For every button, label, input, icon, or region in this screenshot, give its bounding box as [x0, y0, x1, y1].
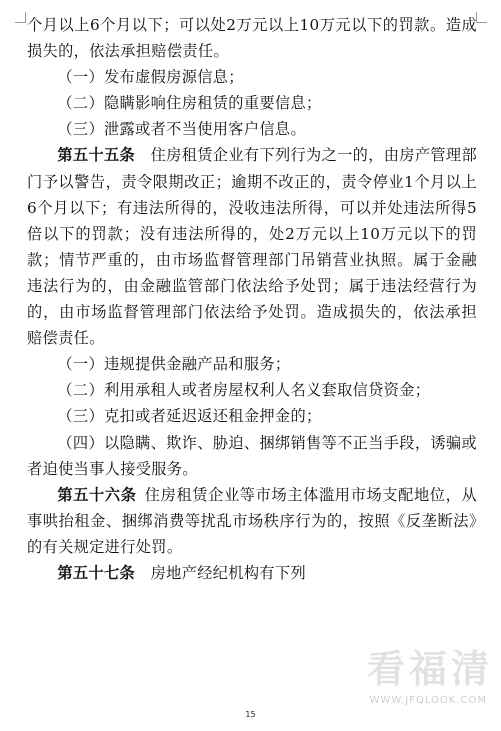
document-body [27, 12, 477, 586]
article-text: 住房租赁企业等市场主体滥用市场支配地位，从事哄抬租金、捆绑消费等扰乱市场秩序行为的，按照《反垄断法》的有关规定进行处罚。 [27, 485, 477, 556]
list-item [27, 90, 477, 116]
list-item-text: （二）利用承租人或者房屋权利人名义套取信贷资金； [57, 381, 431, 400]
list-item [27, 116, 477, 142]
article-text: 房地产经纪机构有下列 [150, 563, 306, 582]
watermark-logo: 看福清 [366, 647, 493, 691]
margin-corner-mark [15, 12, 26, 23]
list-item-text: （二）隐瞒影响住房租赁的重要信息； [57, 94, 322, 113]
paragraph-text: 个月以上6个月以下；可以处2万元以上10万元以下的罚款。造成损失的，依法承担赔偿责任。 [27, 16, 477, 61]
article-text: 住房租赁企业有下列行为之一的，由房产管理部门予以警告，责令限期改正；逾期不改正的，责令停业1个月以上6个月以下；有违法所得的，没收违法所得，可以并处违法所得5倍以下的罚款；没有违法所得的，处2万元以上10万元以下的罚款；情节严重的，由市场监督管理部门吊销营业执照。属于金融违法行为的，由金融监管部门依法给予处罚；属于违法经营行为的，由市场监督管理部门依法给予处罚。造成损失的，依法承担赔偿责任。 [27, 146, 477, 348]
article-paragraph [27, 482, 477, 560]
list-item [27, 377, 477, 403]
list-item-text: （三）泄露或者不当使用客户信息。 [57, 120, 306, 139]
margin-corner-mark [476, 12, 487, 23]
list-item [27, 430, 477, 482]
list-item-text: （四）以隐瞒、欺诈、胁迫、捆绑销售等不正当手段，诱骗或者迫使当事人接受服务。 [27, 433, 477, 478]
list-item [27, 351, 477, 377]
article-paragraph [27, 560, 477, 586]
list-item [27, 403, 477, 429]
article-number: 第五十六条 [57, 485, 137, 504]
paragraph-continuation [27, 12, 477, 64]
page-number: 15 [245, 710, 256, 719]
watermark-url: WWW.JFQLOOK.COM [369, 695, 487, 706]
article-paragraph [27, 142, 477, 351]
list-item-text: （三）克扣或者延迟返还租金押金的； [57, 407, 322, 426]
list-item-text: （一）发布虚假房源信息； [57, 68, 244, 87]
list-item [27, 64, 477, 90]
list-item-text: （一）违规提供金融产品和服务； [57, 355, 291, 374]
article-number: 第五十七条 [57, 563, 136, 582]
article-number: 第五十五条 [57, 146, 136, 165]
